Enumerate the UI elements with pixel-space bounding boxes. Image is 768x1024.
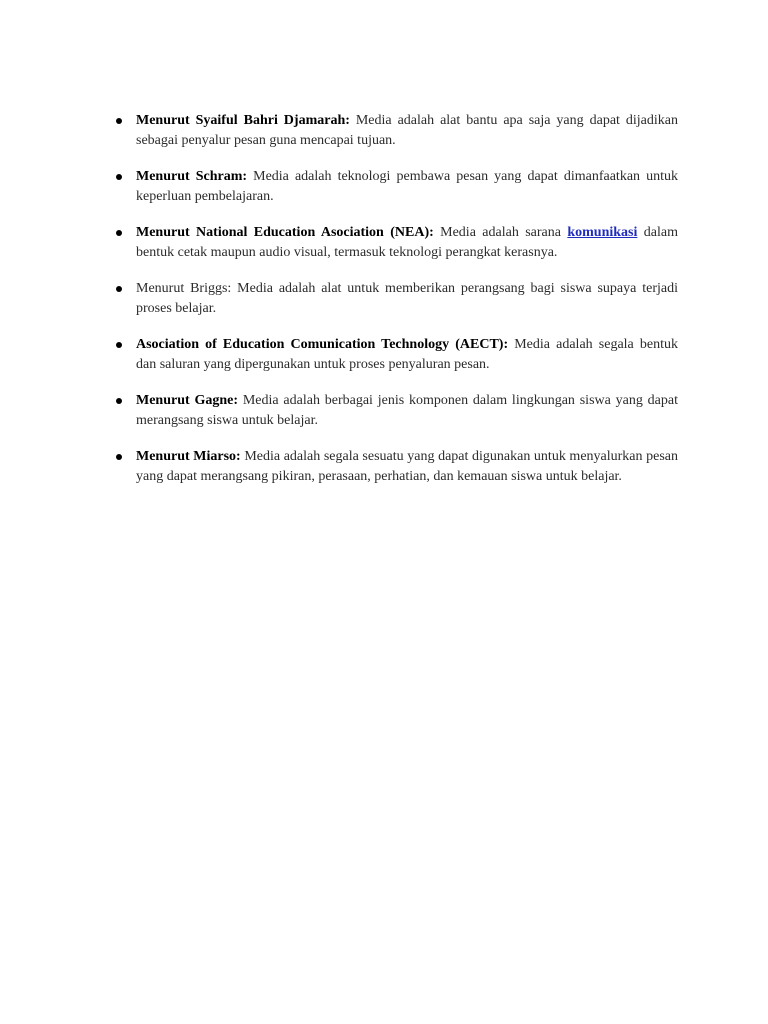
item-text-before-link: Media adalah sarana bbox=[433, 225, 568, 240]
item-lead: Menurut Miarso: bbox=[136, 449, 241, 464]
item-text: Media adalah teknologi pembawa pesan yang dapat dimanfaatkan untuk keperluan pembelajaran. bbox=[136, 169, 678, 204]
komunikasi-link[interactable]: komunikasi bbox=[567, 225, 638, 240]
item-lead: Menurut National Education Asociation (NEA): bbox=[136, 225, 434, 240]
list-item-nea bbox=[136, 223, 678, 263]
list-item-briggs bbox=[136, 279, 678, 319]
bullet-icon bbox=[116, 286, 122, 292]
list-item-gagne bbox=[136, 391, 678, 431]
item-lead: Asociation of Education Comunication Technology (AECT): bbox=[136, 337, 509, 352]
bullet-icon bbox=[116, 342, 122, 348]
item-text: Media adalah segala bentuk dan saluran yang dipergunakan untuk proses penyaluran pesan. bbox=[136, 337, 678, 372]
item-text: Menurut Briggs: Media adalah alat untuk memberikan perangsang bagi siswa supaya terjadi proses belajar. bbox=[136, 281, 678, 316]
item-text-after-link: dalam bentuk cetak maupun audio visual, termasuk teknologi perangkat kerasnya. bbox=[136, 225, 678, 260]
bullet-icon bbox=[116, 118, 122, 124]
item-text: Media adalah segala sesuatu yang dapat digunakan untuk menyalurkan pesan yang dapat merangsang pikiran, perasaan, perhatian, dan kemauan siswa untuk belajar. bbox=[136, 449, 678, 484]
list-item-aect bbox=[136, 335, 678, 375]
bullet-icon bbox=[116, 230, 122, 236]
definition-list bbox=[136, 111, 678, 503]
list-item-miarso bbox=[136, 447, 678, 487]
item-lead: Menurut Schram: bbox=[136, 169, 248, 184]
item-lead: Menurut Gagne: bbox=[136, 393, 239, 408]
bullet-icon bbox=[116, 454, 122, 460]
item-lead: Menurut Syaiful Bahri Djamarah: bbox=[136, 113, 350, 128]
list-item-syaiful-bahri-djamarah bbox=[136, 111, 678, 151]
bullet-icon bbox=[116, 174, 122, 180]
item-text: Media adalah berbagai jenis komponen dalam lingkungan siswa yang dapat merangsang siswa untuk belajar. bbox=[136, 393, 678, 428]
item-text: Media adalah alat bantu apa saja yang dapat dijadikan sebagai penyalur pesan guna mencapai tujuan. bbox=[136, 113, 678, 148]
bullet-icon bbox=[116, 398, 122, 404]
list-item-schram bbox=[136, 167, 678, 207]
